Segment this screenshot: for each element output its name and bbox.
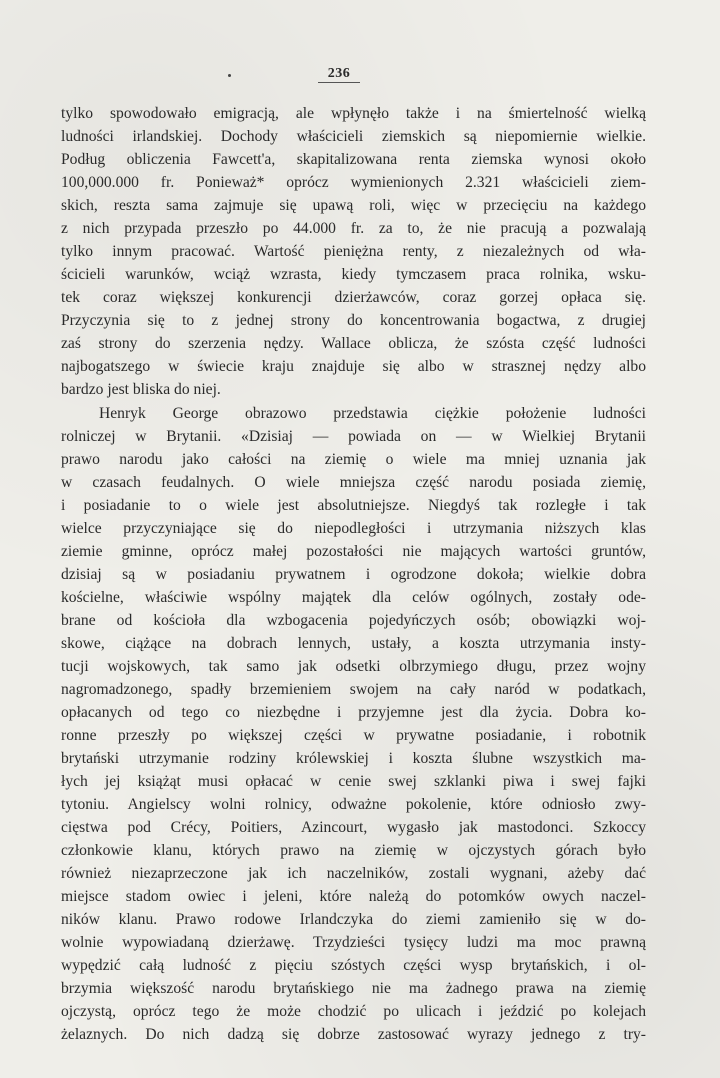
text-line: żelaznych. Do nich dadzą się dobrze zastosować wyrazy jednego z try- [61,1026,646,1043]
text-line: wypędzić całą ludność z pięciu szóstych części wysp brytańskich, i ol- [61,957,646,974]
ink-speck [228,74,231,77]
text-line: z nich przypada przeszło po 44.000 fr. za to, że nie pracują a pozwalają [61,220,646,237]
text-line: łych jej książąt musi opłacać w cenie swej szklanki piwa i swej fajki [61,773,646,790]
text-line: w czasach feudalnych. O wiele mniejsza część narodu posiada ziemię, [61,474,646,491]
text-line: tytoniu. Angielscy wolni rolnicy, odważne pokolenie, które odniosło zwy- [61,796,646,813]
text-line: i posiadanie to o wiele jest absolutniejsze. Niegdyś tak rozległe i tak [61,497,646,514]
text-line: ronne przeszły po większej części w prywatne posiadanie, i robotnik [61,727,646,744]
text-line: tucji wojskowych, tak samo jak odsetki olbrzymiego długu, przez wojny [61,658,646,675]
text-line: brane od kościoła dla wzbogacenia pojedyńczych osób; obowiązki woj- [61,612,646,629]
text-line: zaś strony do szerzenia nędzy. Wallace oblicza, że szósta część ludności [61,335,646,352]
text-line: 100,000.000 fr. Ponieważ* oprócz wymienionych 2.321 właścicieli ziem- [61,174,646,191]
text-line: skowe, ciążące na dobrach lennych, ustały, a koszta utrzymania insty- [61,635,646,652]
text-line: skich, reszta sama zajmuje się upawą roli, więc w przecięciu na każdego [61,197,646,214]
text-line: ojczystą, oprócz tego że może chodzić po ulicach i jeździć po kolejach [61,1003,646,1020]
text-line: ziemie gminne, oprócz małej pozostałości nie mających wartości gruntów, [61,543,646,560]
text-line: najbogatszego w świecie kraju znajduje się albo w strasznej nędzy albo [61,358,646,375]
text-line: tylko innym pracować. Wartość pieniężna renty, z niezależnych od wła- [61,243,646,260]
text-line: kościelne, właściwie wspólny majątek dla celów ogólnych, zostały ode- [61,589,646,606]
text-line: członkowie klanu, których prawo na ziemię w ojczystych górach było [61,842,646,859]
text-line: tylko spowodowało emigracją, ale wpłynęło także i na śmiertelność wielką [61,105,646,122]
text-line: brytański utrzymanie rodziny królewskiej i koszta ślubne wszystkich ma- [61,750,646,767]
text-line: wolnie wypowiadaną dzierżawę. Trzydzieści tysięcy ludzi ma moc prawną [61,934,646,951]
text-line: ścicieli warunków, wciąż wzrasta, kiedy tymczasem praca rolnika, wsku- [61,266,646,283]
text-line: opłacanych od tego co niezbędne i przyjemne jest dla życia. Dobra ko- [61,704,646,721]
text-line: prawo narodu jako całości na ziemię o wiele ma mniej uznania jak [61,451,646,468]
text-line: rolniczej w Brytanii. «Dzisiaj — powiada on — w Wielkiej Brytanii [61,428,646,445]
text-line: również niezaprzeczone jak ich naczelników, zostali wygnani, ażeby dać [61,865,646,882]
text-line: brzymia większość narodu brytańskiego nie ma żadnego prawa na ziemię [61,980,646,997]
text-line: Podług obliczenia Fawcett'a, skapitalizowana renta ziemska wynosi około [61,151,646,168]
text-line: ników klanu. Prawo rodowe Irlandczyka do ziemi zamieniło się w do- [61,911,646,928]
text-line: bardzo jest bliska do niej. [61,381,221,398]
text-line: cięstwa pod Crécy, Poitiers, Azincourt, wygasło jak mastodonci. Szkoccy [61,819,646,836]
text-line: Henryk George obrazowo przedstawia ciężkie położenie ludności [99,405,646,422]
text-line: ludności irlandskiej. Dochody właścicieli ziemskich są niepomiernie wielkie. [61,128,646,145]
text-line: wielce przyczyniające się do niepodległości i utrzymania niższych klas [61,520,646,537]
text-line: dzisiaj są w posiadaniu prywatnem i ogrodzone dokoła; wielkie dobra [61,566,646,583]
text-line: nagromadzonego, spadły brzemieniem swojem na cały naród w podatkach, [61,681,646,698]
text-line: miejsce stadom owiec i jeleni, które należą do potomków owych naczel- [61,888,646,905]
text-line: tek coraz większej konkurencji dzierżawców, coraz gorzej opłaca się. [61,289,646,306]
text-line: Przyczynia się to z jednej strony do koncentrowania bogactwa, z drugiej [61,312,646,329]
page-number: 236 [318,66,360,83]
